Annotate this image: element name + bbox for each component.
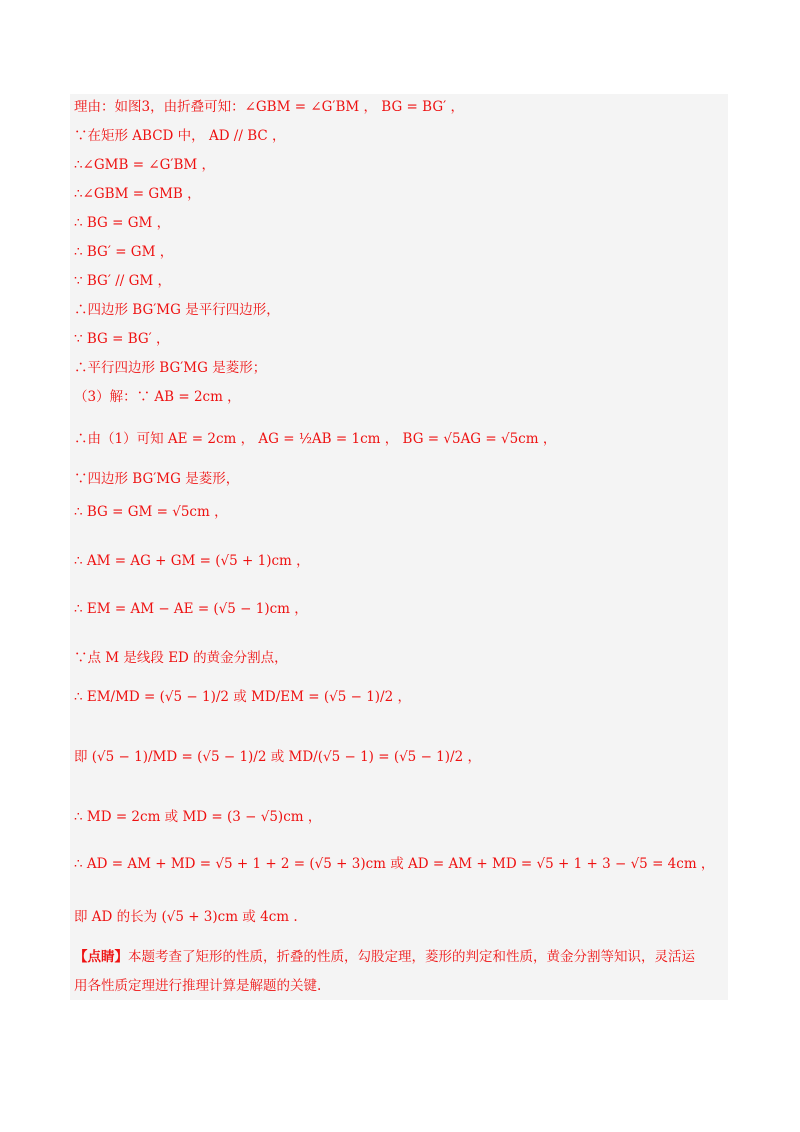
solution-line-4: ∴∠GBM = GMB ， <box>74 186 201 202</box>
comment-line-2 <box>74 977 730 995</box>
comment-text-2: 用各性质定理进行推理计算是解题的关键. <box>74 978 322 994</box>
solution-line-15: ∴ AM = AG + GM = (√5 + 1)cm ， <box>74 553 310 569</box>
solution-line-9: ∵ BG = BG′ ， <box>74 331 170 347</box>
solution-line-13: ∵四边形 BG′MG 是菱形， <box>74 471 240 487</box>
comment-text-1: 本题考查了矩形的性质，折叠的性质，勾股定理，菱形的判定和性质，黄金分割等知识，灵活运 <box>128 949 695 965</box>
comment-label: 【点睛】 <box>74 949 128 965</box>
solution-line-19: 即 (√5 − 1)/MD = (√5 − 1)/2 或 MD/(√5 − 1) = (√5 − 1)/2 ， <box>74 749 481 765</box>
solution-line-16: ∴ EM = AM − AE = (√5 − 1)cm ， <box>74 601 308 617</box>
comment-line-1 <box>74 948 730 966</box>
solution-line-11: （3）解：∵ AB = 2cm ， <box>74 389 241 405</box>
solution-line-21: ∴ AD = AM + MD = √5 + 1 + 2 = (√5 + 3)cm 或 AD = AM + MD = √5 + 1 + 3 − √5 = 4cm ， <box>74 856 715 872</box>
solution-line-1: 理由：如图3，由折叠可知：∠GBM = ∠G′BM ， BG = BG′ ， <box>74 99 464 115</box>
solution-line-2: ∵在矩形 ABCD 中， AD // BC ， <box>74 128 286 144</box>
solution-line-20: ∴ MD = 2cm 或 MD = (3 − √5)cm ， <box>74 809 322 825</box>
solution-line-3: ∴∠GMB = ∠G′BM ， <box>74 157 216 173</box>
solution-line-6: ∴ BG′ = GM ， <box>74 244 174 260</box>
solution-line-18: ∴ EM/MD = (√5 − 1)/2 或 MD/EM = (√5 − 1)/2 ， <box>74 689 411 705</box>
solution-line-22: 即 AD 的长为 (√5 + 3)cm 或 4cm . <box>74 909 298 925</box>
solution-line-14: ∴ BG = GM = √5cm ， <box>74 504 228 520</box>
solution-line-17: ∵点 M 是线段 ED 的黄金分割点， <box>74 650 288 666</box>
solution-line-5: ∴ BG = GM ， <box>74 215 171 231</box>
solution-line-8: ∴四边形 BG′MG 是平行四边形， <box>74 302 280 318</box>
solution-line-12: ∴由（1）可知 AE = 2cm ， AG = ½AB = 1cm ， BG = √5AG = √5cm ， <box>74 431 557 447</box>
solution-line-10: ∴平行四边形 BG′MG 是菱形； <box>74 360 267 376</box>
solution-line-7: ∵ BG′ // GM ， <box>74 273 171 289</box>
